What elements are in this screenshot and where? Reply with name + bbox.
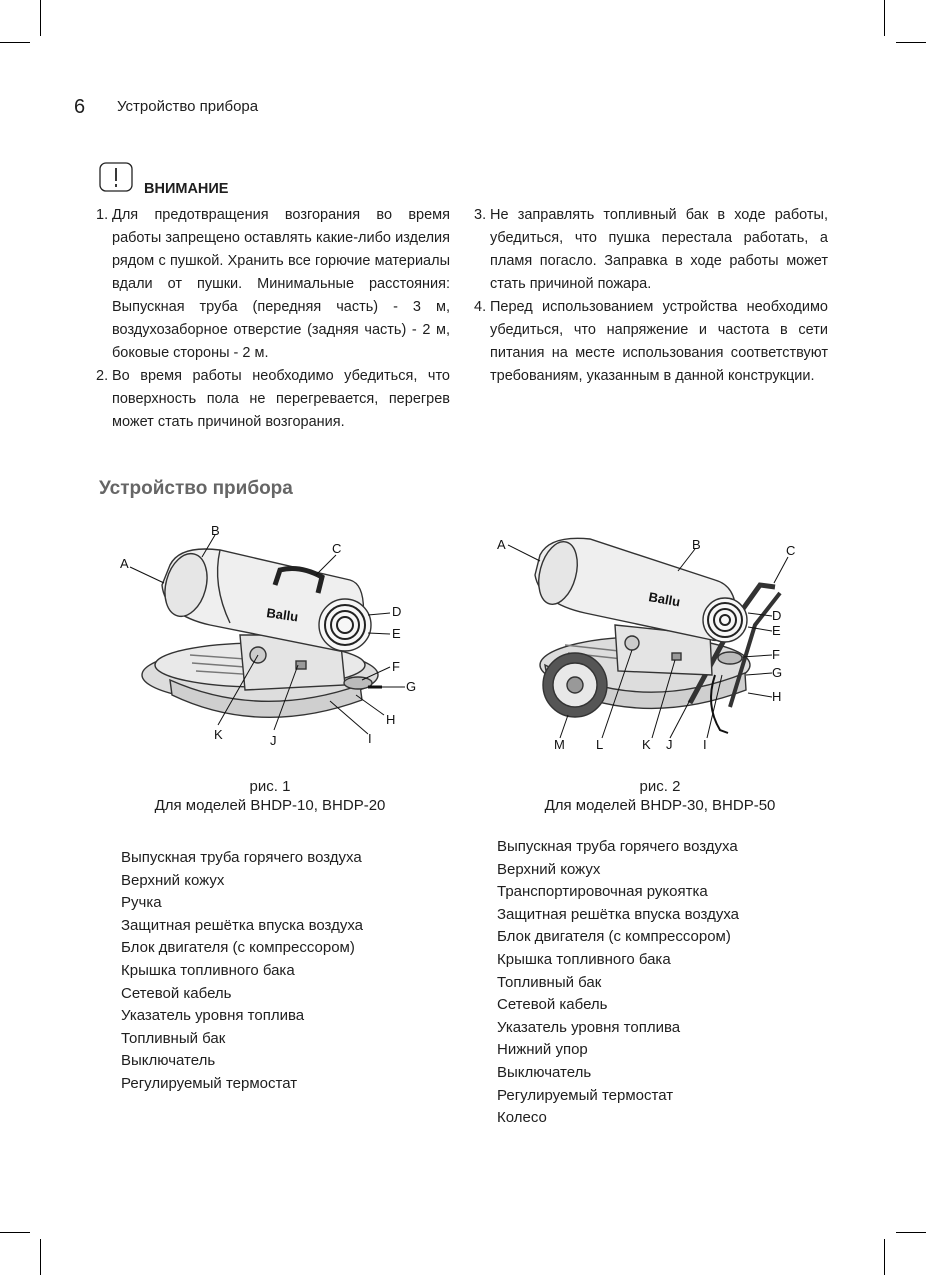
section-title: Устройство прибора xyxy=(99,478,293,499)
label-f: F xyxy=(392,659,400,674)
part-item: Выпускная труба горячего воздуха xyxy=(121,849,362,866)
part-item: Блок двигателя (с компрессором) xyxy=(121,939,355,957)
label-j: J xyxy=(666,737,673,752)
brand-text: Ballu xyxy=(265,605,300,625)
part-item: Топливный бак xyxy=(497,973,602,991)
item-number: 2. xyxy=(96,368,109,384)
figure1-caption xyxy=(110,777,430,815)
crop-mark xyxy=(0,42,30,43)
label-h: H xyxy=(772,689,782,704)
item-text: Для предотвращения возгорания во время работы запрещено оставлять какие-либо изделия рядом с пушкой. Хранить все горючие материалы вдали от пушки. Минимальные расстояния: Выпускная труба (передняя часть) - 3 м, воздухозаборное отверстие (задняя часть) - 2 м, боковые стороны - 2 м. xyxy=(112,207,450,361)
item-number: 4. xyxy=(474,299,487,315)
caption-title: рис. 1 xyxy=(249,778,291,795)
crop-mark xyxy=(0,1232,30,1233)
brand-text: Ballu xyxy=(647,589,682,610)
label-i: I xyxy=(368,731,372,746)
item-text: Перед использованием устройства необходимо убедиться, что напряжение и частота в сети питания на месте использования соответствуют требованиям, указанным в данной конструкции. xyxy=(490,299,828,384)
caption-title: рис. 2 xyxy=(639,778,681,795)
label-m: M xyxy=(554,737,565,752)
part-item: Регулируемый термостат xyxy=(497,1086,674,1104)
label-e: E xyxy=(392,626,401,641)
label-c: C xyxy=(786,543,796,558)
crop-mark xyxy=(40,0,41,36)
part-item: Верхний кожух xyxy=(121,871,225,889)
warning-list-left xyxy=(96,204,450,434)
crop-mark xyxy=(884,0,885,36)
warning-item xyxy=(96,204,450,365)
label-g: G xyxy=(772,665,783,680)
part-item: Блок двигателя (с компрессором) xyxy=(497,928,731,946)
part-item: Защитная решётка впуска воздуха xyxy=(121,916,364,934)
label-a: A xyxy=(497,537,506,552)
part-item: Колесо xyxy=(497,1109,547,1127)
part-item: Выпускная труба горячего воздуха xyxy=(497,838,738,855)
label-a: A xyxy=(120,556,129,571)
exclamation-icon xyxy=(99,162,133,192)
crop-mark xyxy=(884,1239,885,1275)
warning-list-right xyxy=(474,204,828,388)
label-d: D xyxy=(772,608,782,623)
label-f: F xyxy=(772,647,780,662)
item-text: Не заправлять топливный бак в ходе работы, убедиться, что пушка перестала работать, а пламя погасло. Заправка в ходе работы может стать причиной пожара. xyxy=(490,207,828,292)
heater-diagram-fig2 xyxy=(490,525,810,755)
item-number: 3. xyxy=(474,207,487,223)
crop-mark xyxy=(896,1232,926,1233)
running-header: Устройство прибора xyxy=(117,98,259,115)
label-j: J xyxy=(270,733,277,748)
caption-models: Для моделей BHDP-30, BHDP-50 xyxy=(544,797,776,814)
part-item: Защитная решётка впуска воздуха xyxy=(497,905,740,923)
label-g: G xyxy=(406,679,417,694)
parts-list-fig2 xyxy=(497,836,837,1130)
label-h: H xyxy=(386,712,396,727)
caption-models: Для моделей BHDP-10, BHDP-20 xyxy=(154,797,386,814)
heater-diagram-fig1 xyxy=(100,515,440,755)
page-number: 6 xyxy=(74,96,86,118)
warning-title: ВНИМАНИЕ xyxy=(144,181,229,197)
part-item: Нижний упор xyxy=(497,1041,588,1059)
warning-item xyxy=(96,365,450,434)
label-k: K xyxy=(214,727,223,742)
part-item: Сетевой кабель xyxy=(497,996,608,1014)
part-item: Выключатель xyxy=(121,1052,216,1070)
part-item: Ручка xyxy=(121,894,162,912)
part-item: Регулируемый термостат xyxy=(121,1074,298,1092)
label-c: C xyxy=(332,541,342,556)
figure2-caption xyxy=(500,777,820,815)
parts-list-fig1 xyxy=(121,847,461,1096)
part-item: Крышка топливного бака xyxy=(121,961,295,979)
part-item: Указатель уровня топлива xyxy=(497,1018,681,1036)
heater-illustration xyxy=(142,549,382,717)
label-k: K xyxy=(642,737,651,752)
part-item: Указатель уровня топлива xyxy=(121,1007,305,1025)
heater-illustration xyxy=(532,537,783,733)
part-item: Транспортировочная рукоятка xyxy=(497,883,708,901)
label-l: L xyxy=(596,737,604,752)
part-item: Крышка топливного бака xyxy=(497,950,671,968)
warning-item xyxy=(474,296,828,388)
crop-mark xyxy=(40,1239,41,1275)
label-d: D xyxy=(392,604,402,619)
crop-mark xyxy=(896,42,926,43)
label-i: I xyxy=(703,737,707,752)
item-number: 1. xyxy=(96,207,109,223)
part-item: Верхний кожух xyxy=(497,860,601,878)
part-item: Сетевой кабель xyxy=(121,984,232,1002)
label-b: B xyxy=(692,537,701,552)
item-text: Во время работы необходимо убедиться, что поверхность пола не перегревается, перегрев может стать причиной возгорания. xyxy=(112,368,450,430)
warning-item xyxy=(474,204,828,296)
part-item: Топливный бак xyxy=(121,1029,226,1047)
label-b: B xyxy=(211,523,220,538)
part-item: Выключатель xyxy=(497,1063,592,1081)
label-e: E xyxy=(772,623,781,638)
